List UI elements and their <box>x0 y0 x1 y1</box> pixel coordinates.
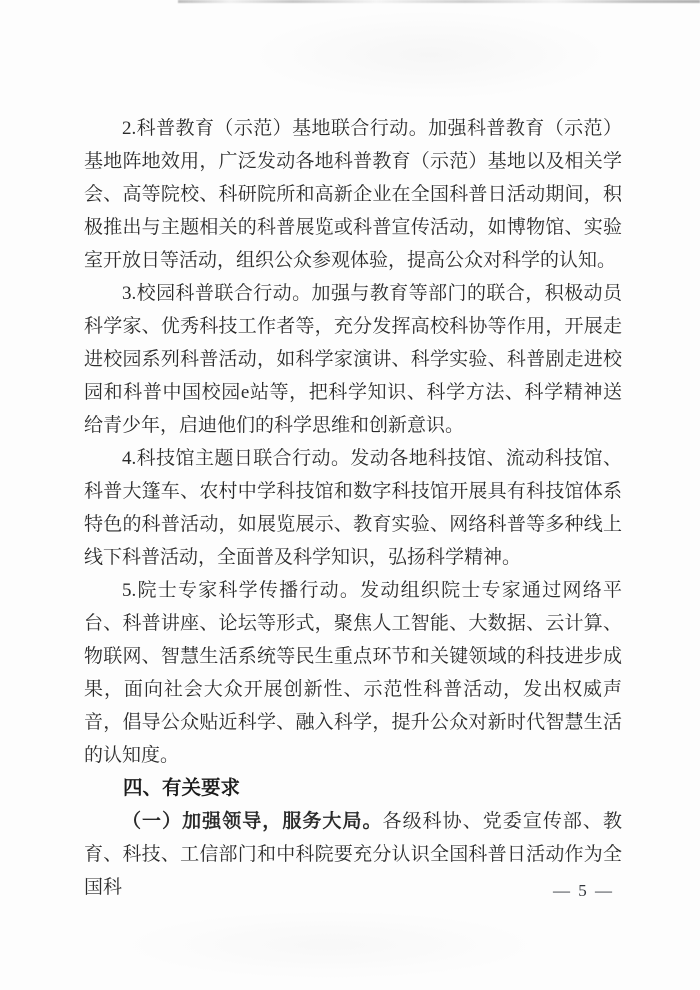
section-heading-requirements: 四、有关要求 <box>123 777 241 799</box>
scan-smudge <box>120 910 540 980</box>
paragraph-action-2: 2.科普教育（示范）基地联合行动。加强科普教育（示范）基地阵地效用，广泛发动各地科普教育（示范）基地以及相关学会、高等院校、科研院所和高新企业在全国科普日活动期间，积极推出与主题相关的科普展览或科普宣传活动，如博物馆、实验室开放日等活动，组织公众参观体验，提高公众对科学的认知。 <box>84 118 622 271</box>
requirement-lead-text: （一）加强领导，服务大局。 <box>122 811 383 832</box>
paragraph-action-4: 4.科技馆主题日联合行动。发动各地科技馆、流动科技馆、科普大篷车、农村中学科技馆和数字科技馆开展具有科技馆体系特色的科普活动，如展览展示、教育实验、网络科普等多种线上线下科普活动，全面普及科学知识，弘扬科学精神。 <box>84 448 622 568</box>
paragraph-action-3: 3.校园科普联合行动。加强与教育等部门的联合，积极动员科学家、优秀科技工作者等，充分发挥高校科协等作用，开展走进校园系列科普活动，如科学家演讲、科学实验、科普剧走进校园和科普中国校园e站等，把科学知识、科学方法、科学精神送给青少年，启迪他们的科学思维和创新意识。 <box>84 283 622 436</box>
paragraph-requirement-1 <box>84 805 622 904</box>
scan-edge-artifact <box>178 0 700 3</box>
paragraph-action-5: 5.院士专家科学传播行动。发动组织院士专家通过网络平台、科普讲座、论坛等形式，聚焦人工智能、大数据、云计算、物联网、智慧生活系统等民生重点环节和关键领域的科技进步成果，面向社会大众开展创新性、示范性科普活动，发出权威声音，倡导公众贴近科学、融入科学，提升公众对新时代智慧生活的认知度。 <box>84 580 622 766</box>
page-number: — 5 — <box>553 881 614 900</box>
scan-smudge <box>250 10 610 100</box>
requirement-body-text: 各级科协、党委宣传部、教育、科技、工信部门和中科院要充分认识全国科普日活动作为全国科 <box>84 811 622 898</box>
document-body <box>84 112 622 904</box>
